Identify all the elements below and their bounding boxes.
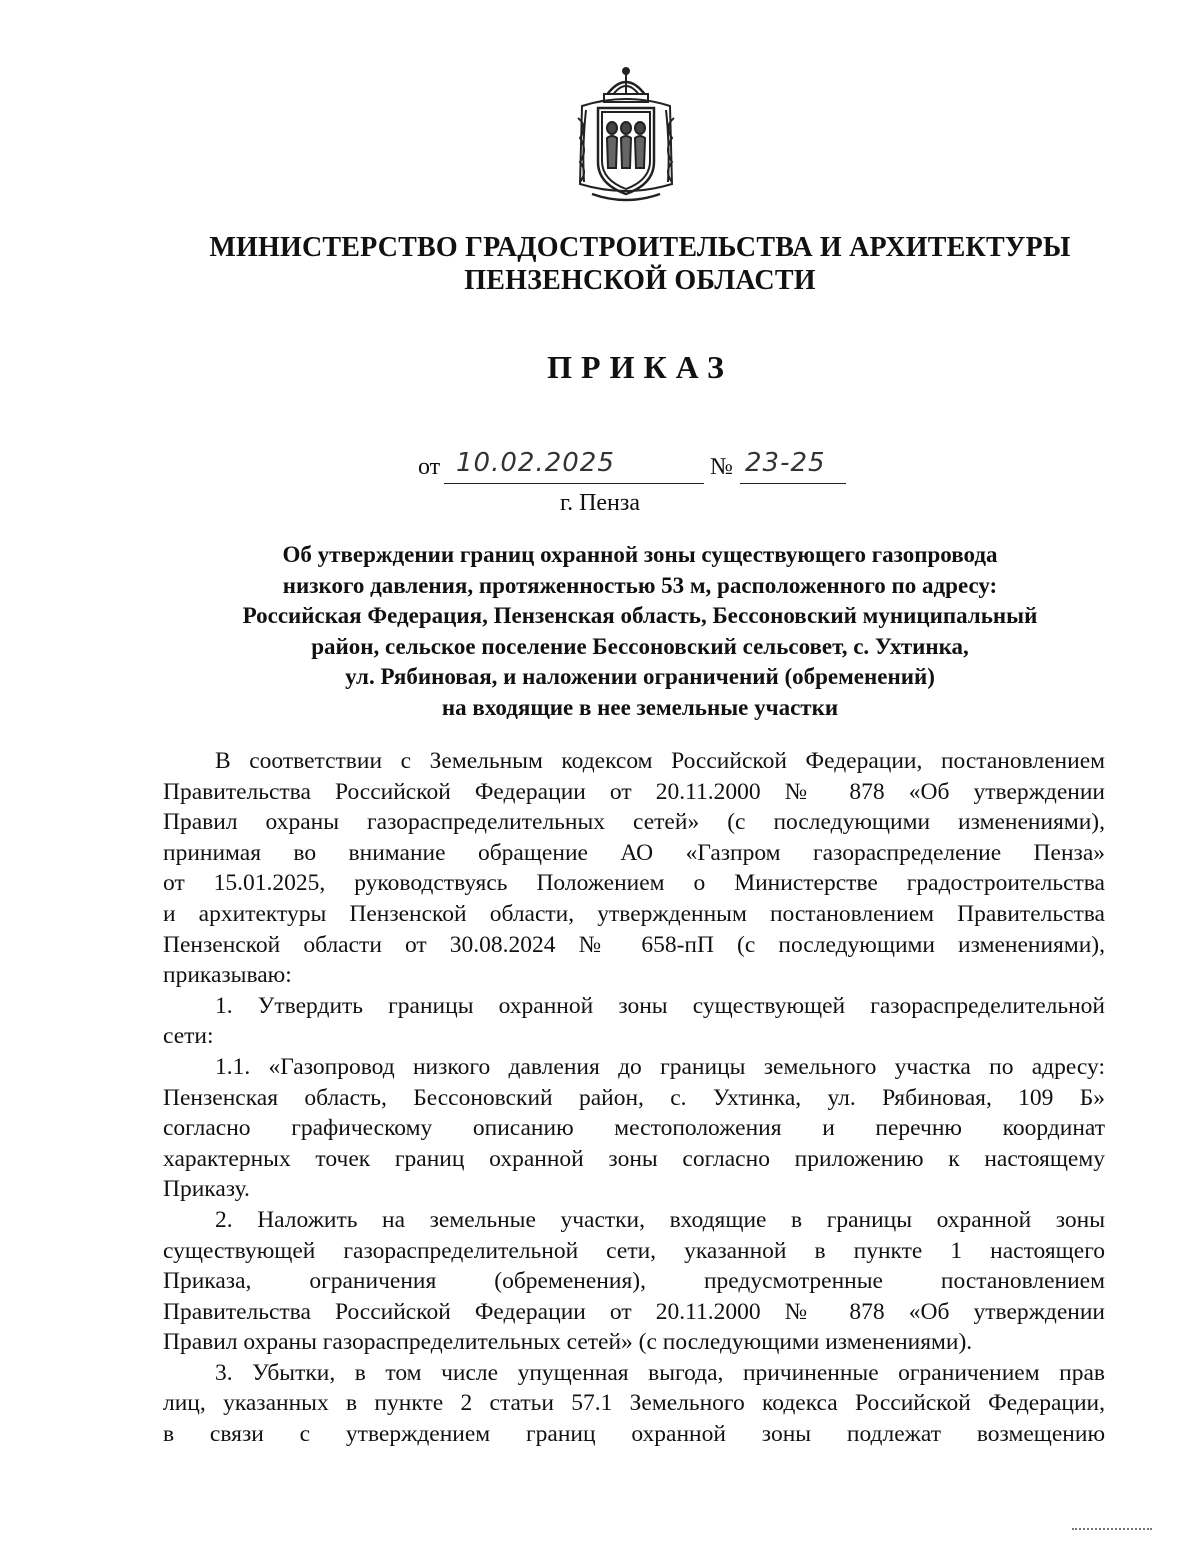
body-line: Пензенской области от 30.08.2024 № 658-пП (с последующими изменениями), (163, 931, 1105, 958)
subject-line: район, сельское поселение Бессоновский сельсовет, с. Ухтинка, (311, 633, 969, 659)
document-subject (150, 540, 1130, 724)
ministry-name-line2: ПЕНЗЕНСКОЙ ОБЛАСТИ (464, 265, 816, 296)
penza-region-coat-of-arms-icon (572, 66, 680, 206)
body-line: Приказу. (163, 1176, 250, 1203)
body-line: Правил охраны газораспределительных сетей» (с последующими изменениями). (163, 1329, 973, 1356)
subject-line: Российская Федерация, Пензенская область, Бессоновский муниципальный (242, 603, 1038, 629)
subject-line: Об утверждении границ охранной зоны существующего газопровода (282, 542, 998, 567)
body-line: Приказа, ограничения (обременения), предусмотренные постановлением (163, 1268, 1105, 1295)
body-line: принимая во внимание обращение АО «Газпром газораспределение Пенза» (163, 839, 1105, 866)
date-underline (444, 483, 704, 484)
date-label: от (418, 454, 441, 480)
ministry-name-line1: МИНИСТЕРСТВО ГРАДОСТРОИТЕЛЬСТВА И АРХИТЕКТУРЫ (209, 232, 1071, 263)
body-line: Пензенская область, Бессоновский район, с. Ухтинка, ул. Рябиновая, 109 Б» (163, 1084, 1105, 1111)
date-number-line (0, 448, 1200, 488)
body-line: Правительства Российской Федерации от 20.11.2000 № 878 «Об утверждении (163, 1298, 1105, 1325)
body-line: сети: (163, 1023, 214, 1050)
body-line: приказываю: (163, 962, 292, 989)
body-line: 3. Убытки, в том числе упущенная выгода, причиненные ограничением прав (215, 1359, 1105, 1386)
city: г. Пенза (559, 490, 641, 516)
body-line: 1.1. «Газопровод низкого давления до границы земельного участка по адресу: (215, 1053, 1105, 1080)
subject-line: ул. Рябиновая, и наложении ограничений (обременений) (345, 664, 935, 690)
document-type-title: ПРИКАЗ (547, 349, 733, 385)
body-line: от 15.01.2025, руководствуясь Положением о Министерстве градостроительства (163, 870, 1105, 897)
body-line: 1. Утвердить границы охранной зоны существующей газораспределительной (215, 992, 1105, 1019)
number-label: № (710, 454, 733, 480)
subject-line: низкого давления, протяженностью 53 м, расположенного по адресу: (282, 572, 998, 598)
body-line: и архитектуры Пензенской области, утвержденным постановлением Правительства (163, 900, 1105, 927)
body-line: характерных точек границ охранной зоны согласно приложению к настоящему (163, 1145, 1105, 1172)
body-line: Правил охраны газораспределительных сетей» (с последующими изменениями), (163, 809, 1105, 836)
subject-line: на входящие в нее земельные участки (441, 694, 839, 720)
body-line: В соответствии с Земельным кодексом Российской Федерации, постановлением (215, 748, 1105, 774)
body-line: в связи с утверждением границ охранной зоны подлежат возмещению (163, 1421, 1105, 1448)
number-value-handwritten: 23-25 (745, 448, 826, 478)
body-line: 2. Наложить на земельные участки, входящие в границы охранной зоны (215, 1206, 1105, 1233)
scan-artifact-dotted-line (1072, 1528, 1152, 1530)
body-line: согласно графическому описанию местоположения и перечню координат (163, 1115, 1105, 1142)
document-body (163, 746, 1105, 1450)
body-line: Правительства Российской Федерации от 20.11.2000 № 878 «Об утверждении (163, 778, 1105, 805)
body-line: существующей газораспределительной сети, указанной в пункте 1 настоящего (163, 1237, 1105, 1264)
date-value-handwritten: 10.02.2025 (456, 448, 615, 478)
number-underline (740, 483, 846, 484)
body-line: лиц, указанных в пункте 2 статьи 57.1 Земельного кодекса Российской Федерации, (163, 1390, 1105, 1417)
